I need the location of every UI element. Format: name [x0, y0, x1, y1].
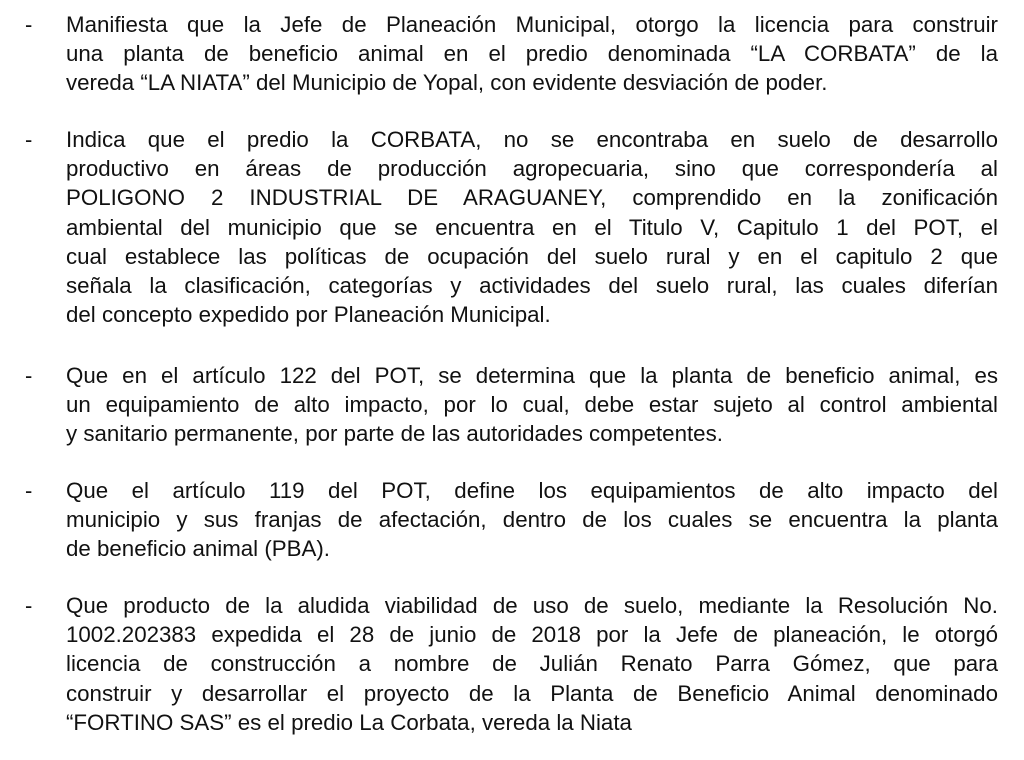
bullet-dash: - — [25, 363, 33, 388]
text-line: construir y desarrollar el proyecto de la Planta de Beneficio Animal denominado — [66, 680, 998, 706]
text-line: productivo en áreas de producción agropecuaria, sino que correspondería al — [66, 156, 998, 182]
bullet-dash: - — [25, 593, 33, 618]
paragraph — [66, 10, 998, 98]
paragraph — [66, 591, 998, 737]
text-line: Que en el artículo 122 del POT, se determina que la planta de beneficio animal, es — [66, 363, 998, 388]
bullet-dash: - — [25, 127, 33, 152]
text-line: Manifiesta que la Jefe de Planeación Municipal, otorgo la licencia para construir — [66, 12, 998, 37]
text-line: señala la clasificación, categorías y actividades del suelo rural, las cuales diferían — [66, 273, 998, 299]
text-line: municipio y sus franjas de afectación, dentro de los cuales se encuentra la planta — [66, 507, 998, 533]
paragraph — [66, 125, 998, 329]
text-line: una planta de beneficio animal en el predio denominada “LA CORBATA” de la — [66, 41, 998, 67]
text-line: cual establece las políticas de ocupación del suelo rural y en el capitulo 2 que — [66, 243, 998, 269]
text-line: vereda “LA NIATA” del Municipio de Yopal, con evidente desviación de poder. — [66, 70, 828, 96]
text-line: Que el artículo 119 del POT, define los equipamientos de alto impacto del — [66, 478, 998, 503]
text-line: ambiental del municipio que se encuentra en el Titulo V, Capitulo 1 del POT, el — [66, 214, 998, 240]
bullet-dash: - — [25, 12, 33, 37]
text-line: Indica que el predio la CORBATA, no se encontraba en suelo de desarrollo — [66, 127, 998, 152]
text-line: del concepto expedido por Planeación Municipal. — [66, 302, 551, 328]
text-line: 1002.202383 expedida el 28 de junio de 2018 por la Jefe de planeación, le otorgó — [66, 622, 998, 648]
text-line: POLIGONO 2 INDUSTRIAL DE ARAGUANEY, comprendido en la zonificación — [66, 185, 998, 211]
text-line: un equipamiento de alto impacto, por lo cual, debe estar sujeto al control ambiental — [66, 392, 998, 418]
text-line: licencia de construcción a nombre de Julián Renato Parra Gómez, que para — [66, 651, 998, 677]
paragraph — [66, 476, 998, 564]
text-line: Que producto de la aludida viabilidad de uso de suelo, mediante la Resolución No. — [66, 593, 998, 618]
bullet-dash: - — [25, 478, 33, 503]
text-line: y sanitario permanente, por parte de las autoridades competentes. — [66, 421, 723, 447]
text-line: de beneficio animal (PBA). — [66, 536, 330, 562]
paragraph — [66, 361, 998, 449]
text-line: “FORTINO SAS” es el predio La Corbata, vereda la Niata — [66, 709, 632, 735]
